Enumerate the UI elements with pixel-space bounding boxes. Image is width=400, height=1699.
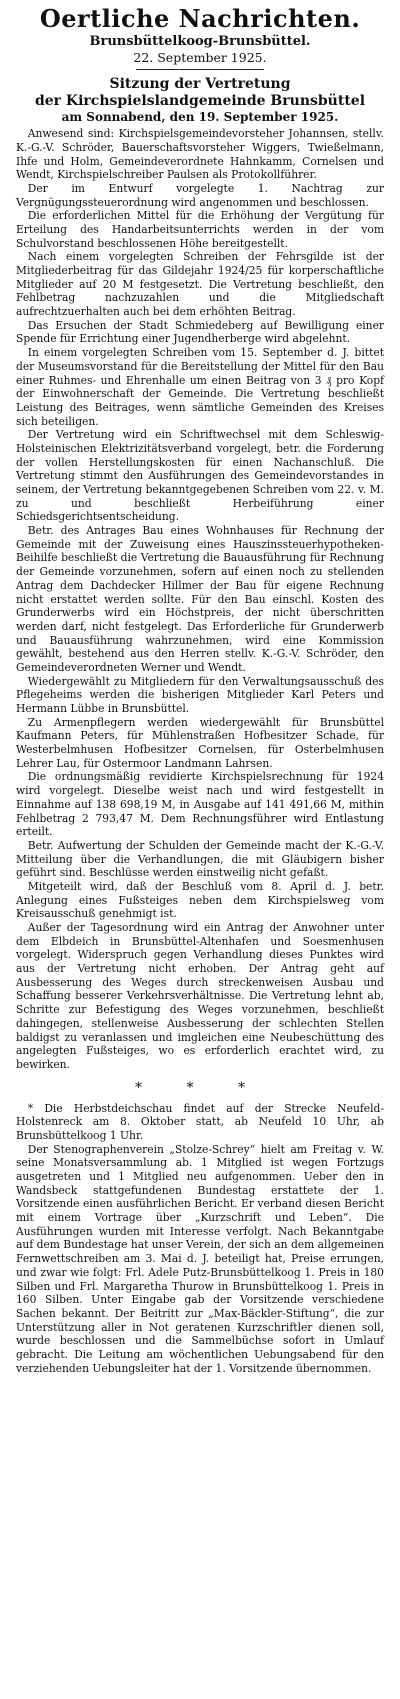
paragraph: Das Ersuchen der Stadt Schmiedeberg auf Bewilligung einer Spende für Errichtung einer Jugendherberge wird abgelehnt. bbox=[16, 318, 384, 346]
paragraph: Betr. Aufwertung der Schulden der Gemeinde macht der K.-G.-V. Mitteilung über die Verhandlungen, die mit Gläubigern bisher geführt sind. Beschlüsse werden einstweilig nicht gefaßt. bbox=[16, 838, 384, 880]
section-subtitle: Brunsbüttelkoog-Brunsbüttel. bbox=[89, 34, 311, 50]
article-body bbox=[16, 127, 384, 1071]
paragraph: Der Stenographenverein „Stolze-Schrey“ hielt am Freitag v. W. seine Monatsversammlung ab. 1 Mitglied ist wegen Fortzugs ausgetreten und 1 Mitglied neu aufgenommen. Ueber den in Wandsbeck stattgefundenen Bundestag erstattete der 1. Vorsitzende einen ausführlichen Bericht. Er verband diesen Bericht mit einem Vortrage über „Kurzschrift und Leben“. Die Ausführungen wurden mit Interesse verfolgt. Nach Bekanntgabe auf dem Bundestage hat unser Verein, der sich an dem allgemeinen Fernwettschreiben am 3. Mai d. J. beteiligt hat, Preise errungen, und zwar wie folgt: Frl. Adele Putz-Brunsbüttelkoog 1. Preis in 180 Silben und Frl. Margaretha Thurow in Brunsbüttelkoog 1. Preis in 160 Silben. Unter Eingabe gab der Vorsitzende verschiedene Sachen bekannt. Der Beitritt zur „Max-Bäckler-Stiftung“, die zur Unterstützung aller in Not geratenen Kurzschriftler dienen soll, wurde beschlossen und die Sammelbüchse sofort in Umlauf gebracht. Die Leitung am wöchentlichen Uebungsabend für den verziehenden Uebungsleiter hat der 1. Vorsitzende übernommen. bbox=[16, 1142, 384, 1375]
paragraph: Nach einem vorgelegten Schreiben der Fehrsgilde ist der Mitgliederbeitrag für das Gildejahr 1924/25 für korperschaftliche Mitglieder auf 20 M festgesetzt. Die Vertretung beschließt, den Fehlbetrag nachzuzahlen und die Mitgliedschaft aufrechtzuerhalten auch bei dem erhöhten Beitrag. bbox=[16, 250, 384, 319]
paragraph: Die ordnungsmäßig revidierte Kirchspielsrechnung für 1924 wird vorgelegt. Dieselbe weist nach und wird festgestellt in Einnahme auf 138 698,19 M, in Ausgabe auf 141 491,66 M, mithin Fehlbetrag 2 793,47 M. Dem Rechnungsführer wird Entlastung erteilt. bbox=[16, 770, 384, 839]
issue-date: 22. September 1925. bbox=[133, 49, 267, 65]
paragraph: Der im Entwurf vorgelegte 1. Nachtrag zur Vergnügungssteuerordnung wird angenommen und beschlossen. bbox=[16, 181, 384, 209]
meeting-title-line2: der Kirchspielslandgemeinde Brunsbüttel bbox=[34, 92, 366, 109]
paragraph: Die erforderlichen Mittel für die Erhöhung der Vergütung für Erteilung des Handarbeitsunterrichts werden in der vom Schulvorstand beschlossenen Höhe bereitgestellt. bbox=[16, 209, 384, 250]
short-notices bbox=[16, 1102, 384, 1376]
header-rule bbox=[136, 69, 264, 70]
meeting-date: am Sonnabend, den 19. September 1925. bbox=[61, 109, 339, 124]
masthead: Oertliche Nachrichten. bbox=[39, 4, 361, 33]
paragraph: Zu Armenpflegern werden wiedergewählt für Brunsbüttel Kaufmann Peters, für Mühlenstraßen Hofbesitzer Schade, für Westerbelmhusen Hofbesitzer Cornelsen, für Osterbelmhusen Lehrer Lau, für Ostermoor Landmann Lahrsen. bbox=[16, 715, 384, 770]
paragraph: Wiedergewählt zu Mitgliedern für den Verwaltungsausschuß des Pflegeheims werden die bisherigen Mitglieder Karl Peters und Hermann Lübbe in Brunsbüttel. bbox=[16, 674, 384, 716]
paragraph: Mitgeteilt wird, daß der Beschluß vom 8. April d. J. betr. Anlegung eines Fußsteiges neben dem Kirchspielsweg vom Kreisausschuß genehmigt ist. bbox=[16, 879, 384, 921]
paragraph: * Die Herbstdeichschau findet auf der Strecke Neufeld-Holstenreck am 8. Oktober statt, ab Neufeld 10 Uhr, ab Brunsbüttelkoog 1 Uhr. bbox=[16, 1101, 384, 1142]
section-separator: * * * bbox=[135, 1079, 265, 1096]
paragraph: In einem vorgelegten Schreiben vom 15. September d. J. bittet der Museumsvorstand für die Bereitstellung der Mittel für den Bau einer Ruhmes- und Ehrenhalle um einen Beitrag von 3 ₰ pro Kopf der Einwohnerschaft der Gemeinde. Die Vertretung beschließt Leistung des Beitrages, wenn sämtliche Gemeinden des Kreises sich beteiligen. bbox=[16, 346, 384, 428]
meeting-title-line1: Sitzung der Vertretung bbox=[109, 75, 291, 92]
paragraph: Außer der Tagesordnung wird ein Antrag der Anwohner unter dem Elbdeich in Brunsbüttel-Altenhafen und Soesmenhusen vorgelegt. Widerspruch gegen Verhandlung dieses Punktes wird aus der Vertretung nicht erhoben. Der Antrag geht auf Ausbesserung des Weges durch streckenweisen Ausbau und Schaffung besserer Verkehrsverhältnisse. Die Vertretung lehnt ab, Schritte zur Befestigung des Weges vorzunehmen, beschließt dahingegen, stellenweise Ausbesserung der schlechten Stellen baldigst zu veranlassen und imgleichen eine Neubeschüttung des angelegten Fußsteiges, wo es erforderlich erachtet wird, zu bewirken. bbox=[16, 921, 384, 1071]
paragraph: Anwesend sind: Kirchspielsgemeindevorsteher Johannsen, stellv. K.-G.-V. Schröder, Bauerschaftsvorsteher Wiggers, Twießelmann, Ihfe und Holm, Gemeindeverordnete Hahnkamm, Cornelsen und Wendt, Kirchspielschreiber Paulsen als Protokollführer. bbox=[16, 127, 384, 182]
paragraph: Betr. des Antrages Bau eines Wohnhauses für Rechnung der Gemeinde mit der Zuweisung eines Hauszinssteuerhypotheken-Beihilfe beschließt die Vertretung die Bauausführung für Rechnung der Gemeinde vorzunehmen, sofern auf einen noch zu stellenden Antrag dem Dachdecker Hillmer der Bau für eigene Rechnung nicht erstattet werden sollte. Für den Bau einschl. Kosten des Grunderwerbs wird ein Höchstpreis, der nicht überschritten werden darf, nicht festgelegt. Das Erforderliche für Grunderwerb und Bauausführung wahrzunehmen, wird eine Kommission gewählt, bestehend aus den Herren stellv. K.-G.-V. Schröder, den Gemeindeverordneten Werner und Wendt. bbox=[16, 524, 384, 674]
paragraph: Der Vertretung wird ein Schriftwechsel mit dem Schleswig-Holsteinischen Elektrizitätsverband vorgelegt, betr. die Forderung der vollen Herstellungskosten für einen Nachanschluß. Die Vertretung stimmt den Ausführungen des Gemeindevorstandes in seinem, der Vertretung bekanntgegebenen Schreiben vom 22. v. M. zu und beschließt Herbeiführung einer Schiedsgerichtsentscheidung. bbox=[16, 428, 384, 524]
